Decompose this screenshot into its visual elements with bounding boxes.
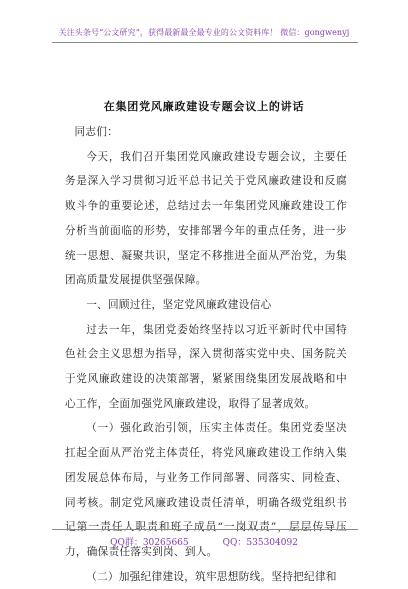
document-body: [65, 118, 347, 589]
header-banner: 关注头条号“公文研究”，获得最新最全最专业的公文资料库！ 微信：gongwenyj: [58, 28, 350, 37]
document-title: 在集团党风廉政建设专题会议上的讲话: [103, 100, 305, 113]
paragraph-intro: 今天，我们召开集团党风廉政建设专题会议，主要任务是深入学习贯彻习近平总书记关于党风廉政建设和反腐败斗争的重要论述，总结过去一年集团党风廉政建设工作分析当前面临的形势，安排部署今年的重点任务，进一步统一思想、凝聚共识，坚定不移推进全面从严治党，为集团高质量发展提供坚强保障。: [65, 150, 347, 287]
qq-group-label: QQ群：30265665: [110, 538, 189, 548]
paragraph-item-1: （一）强化政治引领，压实主体责任。集团党委坚决扛起全面从严治党主体责任，将党风廉政建设工作纳入集团发展总体布局，与业务工作同部署、同落实、同检查、同考核。制定党风廉政建设责任清单，明确各级党组织书记第一责任人职责和班子成员“一岗双责”，层层传导压力，确保责任落实到岗、到人。: [65, 422, 347, 558]
salutation: 同志们：: [74, 126, 119, 138]
paragraph-review: 过去一年，集团党委始终坚持以习近平新时代中国特色社会主义思想为指导，深入贯彻落实党中央、国务院关于党风廉政建设的决策部署，紧紧围绕集团发展战略和中心工作，全面加强党风廉政建设，取得了显著成效。: [65, 323, 347, 410]
section-heading-1: 一、回顾过往，坚定党风廉政建设信心: [86, 298, 272, 311]
footer-divider: [52, 529, 358, 530]
qq-number-label: QQ：535304092: [222, 538, 298, 548]
footer-contact: [0, 535, 408, 548]
paragraph-item-2: （二）加强纪律建设，筑牢思想防线。坚持把纪律和: [86, 570, 337, 583]
header-divider: [52, 42, 358, 43]
